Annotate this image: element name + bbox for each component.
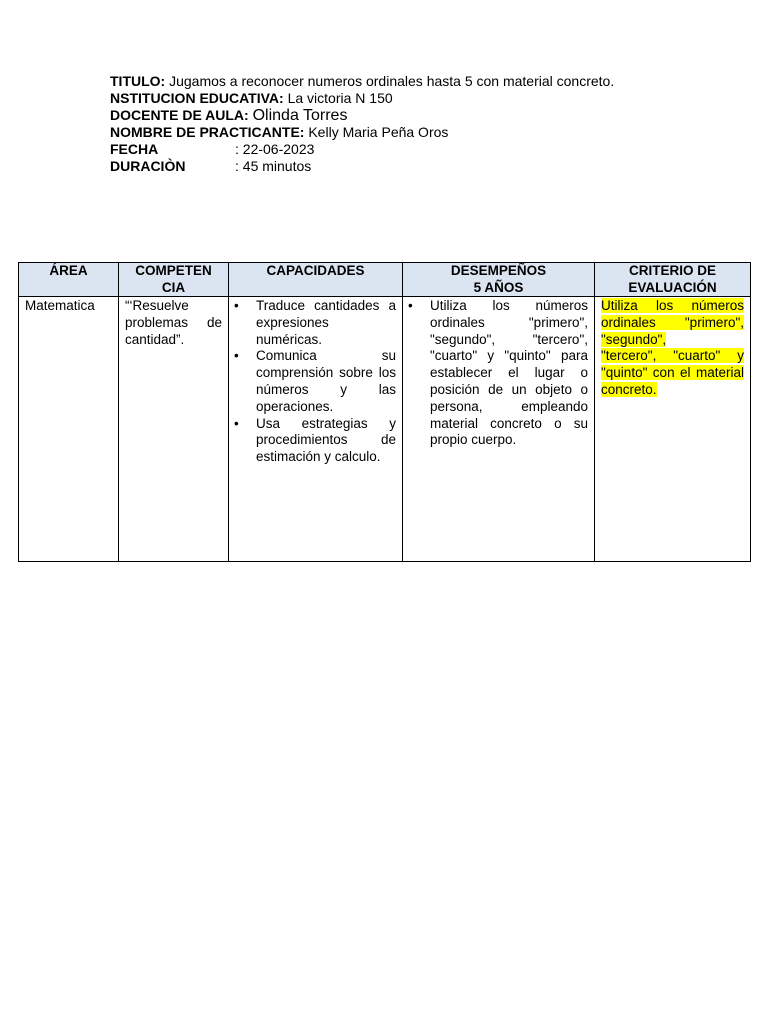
header-desempenos-line1: DESEMPEÑOS	[450, 263, 547, 278]
document-header	[110, 73, 630, 175]
fecha-line	[110, 141, 630, 158]
titulo-value: Jugamos a reconocer numeros ordinales hasta 5 con material concreto.	[169, 73, 615, 89]
docente-value: Olinda Torres	[252, 107, 348, 124]
practicante-line	[110, 124, 630, 141]
header-capacidades	[229, 263, 403, 297]
header-criterio-line1: CRITERIO DE	[628, 263, 716, 278]
list-item: • Comunica su comprensión sobre los números y las operaciones.	[232, 348, 396, 415]
cell-competencia	[119, 297, 229, 562]
cell-capacidades	[229, 297, 403, 562]
list-item: • Usa estrategias y procedimientos de estimación y calculo.	[232, 416, 396, 466]
header-criterio	[595, 263, 751, 297]
capacidades-list	[232, 298, 396, 466]
list-item: • Utiliza los números ordinales "primero", "segundo", "tercero", "cuarto" y "quinto" para establecer el lugar o posición de un objeto o persona, empleando material concreto o su propio cuerpo.	[406, 298, 588, 449]
institucion-label: NSTITUCION EDUCATIVA:	[110, 90, 284, 106]
competencia-value: “‘Resuelve problemas de cantidad”.	[125, 298, 222, 347]
duracion-value: : 45 minutos	[235, 158, 312, 174]
institucion-value: La victoria N 150	[287, 90, 393, 106]
fecha-value: : 22-06-2023	[235, 141, 315, 157]
header-competencia-line1: COMPETEN	[135, 263, 212, 278]
header-area	[19, 263, 119, 297]
table-row	[19, 297, 751, 562]
cell-criterio	[595, 297, 751, 562]
practicante-value: Kelly Maria Peña Oros	[308, 124, 449, 140]
planning-table	[18, 262, 751, 562]
header-desempenos-line2: 5 AÑOS	[473, 279, 524, 295]
header-criterio-line2: EVALUACIÓN	[628, 279, 717, 295]
duracion-line	[110, 158, 630, 175]
cell-area	[19, 297, 119, 562]
titulo-label: TITULO:	[110, 73, 166, 89]
criterio-text-2: "tercero", "cuarto" y "quinto" con el material concreto.	[601, 348, 744, 397]
criterio-text-1: Utiliza los números ordinales "primero", "segundo",	[601, 298, 744, 347]
table-header-row	[19, 263, 751, 297]
list-item: • Traduce cantidades a expresiones numéricas.	[232, 298, 396, 348]
institucion-line	[110, 90, 630, 107]
cell-desempeno	[403, 297, 595, 562]
titulo-line	[110, 73, 630, 90]
area-value: Matematica	[25, 298, 95, 313]
practicante-label: NOMBRE DE PRACTICANTE:	[110, 124, 305, 140]
desempeno-list	[406, 298, 588, 449]
fecha-label: FECHA	[110, 141, 159, 157]
header-competencia	[119, 263, 229, 297]
header-desempenos	[403, 263, 595, 297]
docente-line	[110, 107, 630, 124]
header-competencia-line2: CIA	[161, 279, 186, 295]
docente-label: DOCENTE DE AULA:	[110, 107, 249, 123]
header-area-label: ÁREA	[49, 263, 88, 278]
duracion-label: DURACIÒN	[110, 158, 186, 174]
header-capacidades-label: CAPACIDADES	[266, 263, 365, 278]
